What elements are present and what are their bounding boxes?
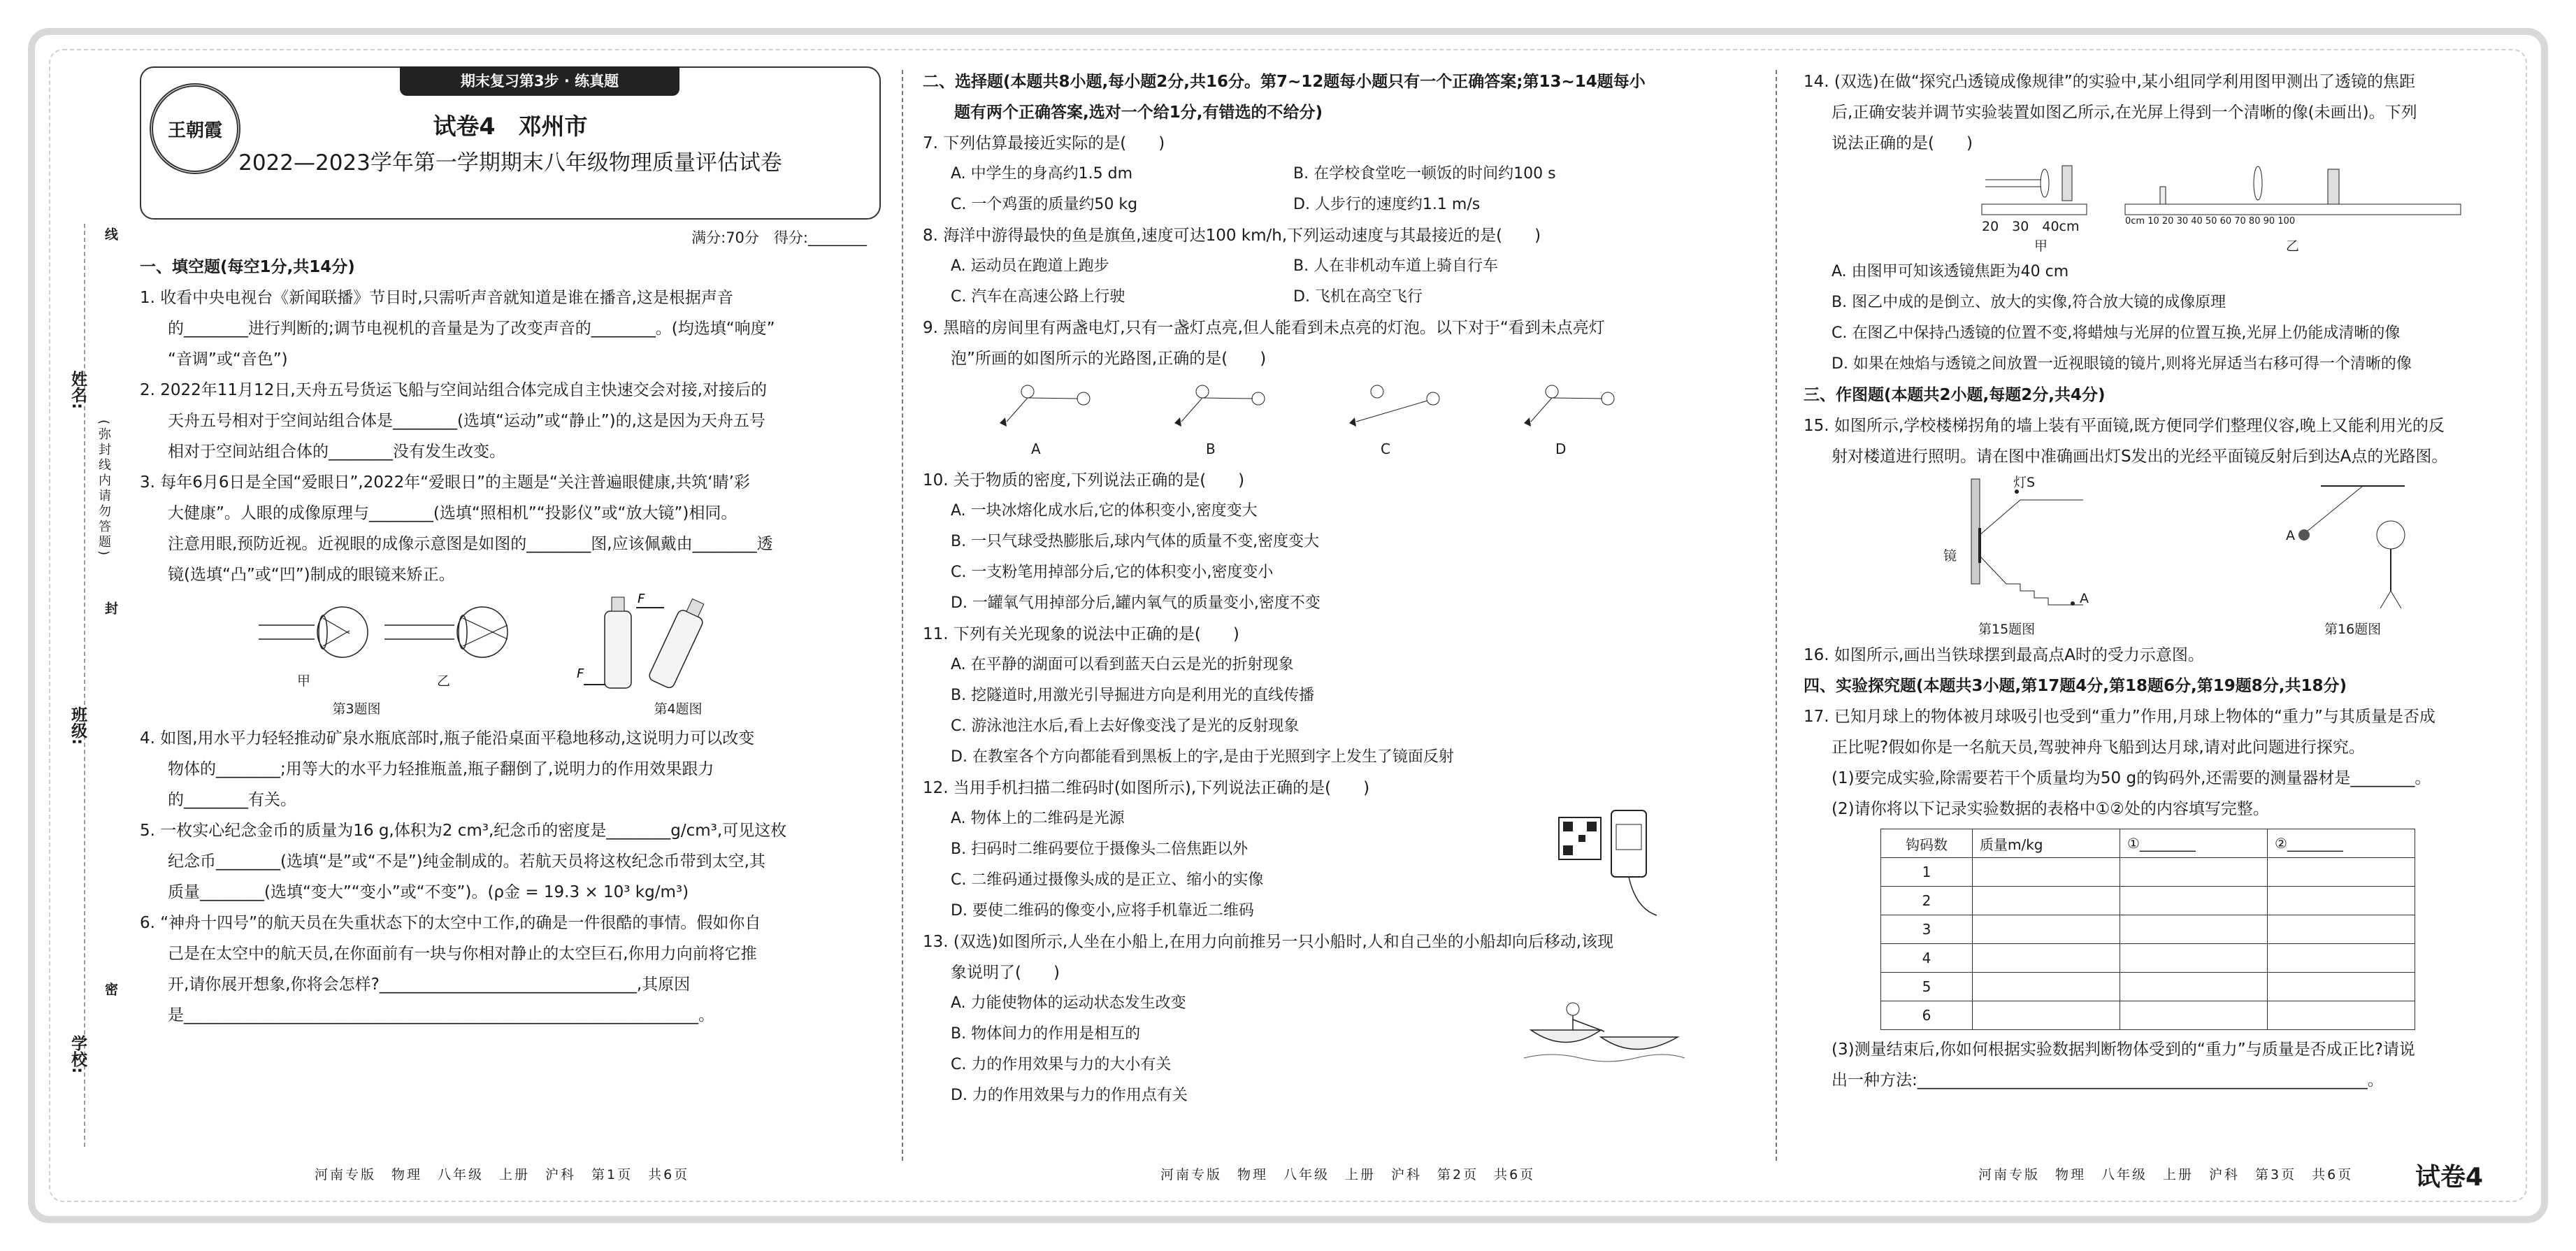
column-divider <box>902 70 903 1161</box>
footer-page-2: 河南专版 物理 八年级 上册 沪科 第2页 共6页 <box>1160 1167 1536 1182</box>
lamp-label: 灯S <box>2013 475 2036 490</box>
question-16: 16. 如图所示,画出当铁球摆到最高点A时的受力示意图。 <box>1804 646 2204 664</box>
question-6-line: 6. “神舟十四号”的航天员在失重状态下的太空中工作,的确是一件很酷的事情。假如你自 <box>140 914 761 932</box>
data-table <box>1880 829 2415 1030</box>
pendulum-figure <box>2279 479 2419 612</box>
q14-option-b: B. 图乙中成的是倒立、放大的实像,符合放大镜的成像原理 <box>1832 294 2226 311</box>
column-3 <box>1804 66 2510 1096</box>
q11-option-a: A. 在平静的湖面可以看到蓝天白云是光的折射现象 <box>951 656 1294 673</box>
q11-option-b: B. 挖隧道时,用激光引导掘进方向是利用光的直线传播 <box>951 687 1315 704</box>
light-path-diagrams <box>923 374 1692 444</box>
question-8: 8. 海洋中游得最快的鱼是旗鱼,速度可达100 km/h,下列运动速度与其最接近的是( ) <box>923 227 1541 245</box>
q7-options <box>923 190 1748 220</box>
figures-3-4 <box>140 590 881 723</box>
question-14-line: 说法正确的是( ) <box>1832 134 1973 152</box>
eye-diagram <box>140 590 573 695</box>
point-a-label: A <box>2080 591 2089 606</box>
exam-number: 试卷4 <box>2415 1163 2484 1192</box>
table-cell: 2 <box>1881 887 1973 915</box>
question-17-line: (3)测量结束后,你如何根据实验数据判断物体受到的“重力”与质量是否成正比?请说 <box>1832 1041 2415 1059</box>
table-header-cell: 质量m/kg <box>1973 829 2120 858</box>
question-17-line: 17. 已知月球上的物体被月球吸引也受到“重力”作用,月球上物体的“重力”与其质量是否成 <box>1804 708 2435 726</box>
question-17-line: 正比呢?假如你是一名航天员,驾驶神舟飞船到达月球,请对此问题进行探究。 <box>1832 738 2365 757</box>
q7-option-d: D. 人步行的速度约1.1 m/s <box>1293 196 1481 213</box>
footer-page-3: 河南专版 物理 八年级 上册 沪科 第3页 共6页 <box>1978 1167 2354 1182</box>
question-15-line: 射对楼道进行照明。请在图中准确画出灯S发出的光经平面镜反射后到达A点的光路图。 <box>1832 448 2448 466</box>
question-15-line: 15. 如图所示,学校楼梯拐角的墙上装有平面镜,既方便同学们整理仪容,晚上又能利用光的反 <box>1804 417 2445 435</box>
logo-text: 王朝霞 <box>167 120 222 141</box>
q8-option-b: B. 人在非机动车道上骑自行车 <box>1293 257 1499 275</box>
q14-option-c: C. 在图乙中保持凸透镜的位置不变,将蜡烛与光屏的位置互换,光屏上仍能成清晰的像 <box>1832 324 2401 342</box>
q7-options <box>923 159 1748 190</box>
q12-block <box>923 803 1748 927</box>
exam-header <box>140 66 881 220</box>
q9-fig-label-d: D <box>1555 441 1567 457</box>
question-6-line: 开,请你展开想象,你将会怎样?________________________________,其原因 <box>168 975 691 994</box>
q9-fig-label-a: A <box>1031 441 1041 457</box>
ruler-2-label: 0cm 10 20 30 40 50 60 70 80 90 100 <box>2125 216 2296 227</box>
class-label: 班级: <box>69 706 87 745</box>
column-divider <box>1776 70 1777 1161</box>
table-cell: 3 <box>1881 915 1973 944</box>
table-header-cell: ①________ <box>2120 829 2268 858</box>
question-9-line: 泡”所画的如图所示的光路图,正确的是( ) <box>951 350 1267 368</box>
question-4-line: 的________有关。 <box>168 791 296 809</box>
question-14-line: 14. (双选)在做“探究凸透镜成像规律”的实验中,某小组同学利用图甲测出了透镜的焦距 <box>1804 73 2415 91</box>
question-3-line: 镜(选填“凸”或“凹”)制成的眼镜来矫正。 <box>168 566 455 584</box>
q13-option-c: C. 力的作用效果与力的大小有关 <box>951 1056 1172 1073</box>
seal-mark-1: 线 <box>103 227 118 241</box>
bottle-diagram <box>573 590 783 695</box>
table-cell: 1 <box>1881 858 1973 887</box>
question-10: 10. 关于物质的密度,下列说法正确的是( ) <box>923 471 1245 489</box>
question-4-line: 物体的________;用等大的水平力轻推瓶盖,瓶子翻倒了,说明力的作用效果跟力 <box>168 760 714 778</box>
table-cell: 4 <box>1881 944 1973 973</box>
q13-option-d: D. 力的作用效果与力的作用点有关 <box>951 1087 1188 1104</box>
q7-option-c: C. 一个鸡蛋的质量约50 kg <box>951 196 1138 213</box>
binding-line <box>84 224 85 1147</box>
fig3-label-yi: 乙 <box>437 673 451 689</box>
q7-option-b: B. 在学校食堂吃一顿饭的时间约100 s <box>1293 165 1556 183</box>
figure-9 <box>923 374 1748 465</box>
figure-3 <box>140 590 573 723</box>
q13-option-a: A. 力能使物体的运动状态发生改变 <box>951 994 1186 1012</box>
table-cell: 5 <box>1881 973 1973 1001</box>
fig14-label-yi: 乙 <box>2286 238 2300 254</box>
table-row <box>1881 915 2415 944</box>
q13-block <box>923 988 1748 1111</box>
q7-option-a: A. 中学生的身高约1.5 dm <box>951 165 1133 183</box>
section-drawing: 三、作图题(本题共2小题,每题2分,共4分) <box>1804 386 2106 404</box>
table-row <box>1881 887 2415 915</box>
school-label: 学校: <box>69 1035 87 1074</box>
q10-option-a: A. 一块冰熔化成水后,它的体积变小,密度变大 <box>951 502 1258 520</box>
qr-phone-figure <box>1552 803 1678 922</box>
table-header-cell: ②________ <box>2268 829 2415 858</box>
seal-note: (弥封线内请勿答题) <box>96 420 111 559</box>
question-2-line: 相对于空间站组合体的________没有发生改变。 <box>168 443 505 461</box>
question-17-line: (2)请你将以下记录实验数据的表格中①②处的内容填写完整。 <box>1832 800 2269 818</box>
table-row <box>1881 973 2415 1001</box>
q9-fig-label-b: B <box>1206 441 1216 457</box>
question-12: 12. 当用手机扫描二维码时(如图所示),下列说法正确的是( ) <box>923 779 1370 797</box>
table-row <box>1881 1001 2415 1030</box>
table-header-row <box>1881 829 2415 858</box>
q13-option-b: B. 物体间力的作用是相互的 <box>951 1025 1141 1043</box>
question-1-line: “音调”或“音色”) <box>168 350 288 369</box>
question-7: 7. 下列估算最接近实际的是( ) <box>923 134 1165 152</box>
exam-title: 试卷4 邓州市 <box>433 113 588 140</box>
exam-subtitle: 2022—2023学年第一学期期末八年级物理质量评估试卷 <box>238 150 782 176</box>
q12-option-b: B. 扫码时二维码要位于摄像头二倍焦距以外 <box>951 841 1249 858</box>
point-a2-label: A <box>2286 528 2295 543</box>
review-band: 期末复习第3步 · 练真题 <box>400 66 679 96</box>
question-3-line: 3. 每年6月6日是全国“爱眼日”,2022年“爱眼日”的主题是“关注普遍眼健康,共筑‘睛’彩 <box>140 473 750 492</box>
question-5-line: 纪念币________(选填“是”或“不是”)纯金制成的。若航天员将这枚纪念币带到太空,其 <box>168 852 765 871</box>
q8-options <box>923 251 1748 282</box>
question-3-line: 注意用眼,预防近视。近视眼的成像示意图是如图的________图,应该佩戴由________透 <box>168 535 773 553</box>
svg-text:F: F <box>638 592 645 606</box>
table-cell: 6 <box>1881 1001 1973 1030</box>
section-choice: 二、选择题(本题共8小题,每小题2分,共16分。第7~12题每小题只有一个正确答案;第13~14题每小 <box>923 73 1646 91</box>
question-17-line: 出一种方法:________________________________________________________。 <box>1832 1071 2384 1089</box>
q10-option-b: B. 一只气球受热膨胀后,球内气体的质量不变,密度变大 <box>951 533 1320 550</box>
q12-option-d: D. 要使二维码的像变小,应将手机靠近二维码 <box>951 902 1254 920</box>
question-6-line: 己是在太空中的航天员,在你面前有一块与你相对静止的太空巨石,你用力向前将它推 <box>168 945 757 963</box>
fig15-caption: 第15题图 <box>1978 622 2036 637</box>
fig14-label-jia: 甲 <box>2034 238 2048 254</box>
fig3-label-jia: 甲 <box>297 673 311 689</box>
q8-options <box>923 282 1748 313</box>
q8-option-c: C. 汽车在高速公路上行驶 <box>951 288 1125 306</box>
seal-mark-3: 密 <box>103 982 118 996</box>
fig16-caption: 第16题图 <box>2324 622 2382 637</box>
seal-mark-2: 封 <box>103 601 118 615</box>
table-row <box>1881 858 2415 887</box>
question-2-line: 天舟五号相对于空间站组合体是________(选填“运动”或“静止”)的,这是因为天舟五号 <box>168 412 765 430</box>
section-fill-blank: 一、填空题(每空1分,共14分) <box>140 258 355 276</box>
question-1-line: 的________进行判断的;调节电视机的音量是为了改变声音的________。(均选填“响度” <box>168 320 775 338</box>
svg-text:F: F <box>577 666 584 681</box>
question-13-line: 象说明了( ) <box>951 964 1060 982</box>
mirror-label: 镜 <box>1943 548 1957 564</box>
figure-4 <box>573 590 783 723</box>
boat-figure <box>1524 988 1685 1072</box>
q11-option-c: C. 游泳池注水后,看上去好像变浅了是光的反射现象 <box>951 717 1300 735</box>
question-5-line: 质量________(选填“变大”“变小”或“不变”)。(ρ金 = 19.3 × 10³ kg/m³) <box>168 883 689 901</box>
q12-option-c: C. 二维码通过摄像头成的是正立、缩小的实像 <box>951 871 1264 889</box>
table-header-cell: 钩码数 <box>1881 829 1973 858</box>
question-1-line: 1. 收看中央电视台《新闻联播》节目时,只需听声音就知道是谁在播音,这是根据声音 <box>140 289 733 307</box>
figures-15-16 <box>1804 472 2510 640</box>
question-17-line: (1)要完成实验,除需要若干个质量均为50 g的钩码外,还需要的测量器材是________。 <box>1832 769 2431 787</box>
q14-option-d: D. 如果在烛焰与透镜之间放置一近视眼镜的镜片,则将光屏适当右移可得一个清晰的像 <box>1832 355 2412 373</box>
stair-mirror-figure <box>1929 472 2139 612</box>
section-choice: 题有两个正确答案,选对一个给1分,有错选的不给分) <box>954 103 1323 122</box>
fig4-caption: 第4题图 <box>654 701 703 717</box>
question-4-line: 4. 如图,用水平力轻轻推动矿泉水瓶底部时,瓶子能沿桌面平稳地移动,这说明力可以改变 <box>140 729 755 748</box>
column-1 <box>140 66 881 1031</box>
ruler-1-label: 20 30 40cm <box>1982 219 2080 234</box>
name-label: 姓名: <box>69 371 87 410</box>
section-experiment: 四、实验探究题(本题共3小题,第17题4分,第18题6分,第19题8分,共18分) <box>1804 677 2347 695</box>
question-3-line: 大健康”。人眼的成像原理与________(选填“照相机”“投影仪”或“放大镜”)相同。 <box>168 504 737 522</box>
figure-14 <box>1804 159 2510 257</box>
q8-option-d: D. 飞机在高空飞行 <box>1293 288 1423 306</box>
q10-option-c: C. 一支粉笔用掉部分后,它的体积变小,密度变小 <box>951 564 1274 581</box>
column-2 <box>923 66 1748 1111</box>
q8-option-a: A. 运动员在跑道上跑步 <box>951 257 1109 275</box>
footer-page-1: 河南专版 物理 八年级 上册 沪科 第1页 共6页 <box>315 1167 690 1182</box>
q14-option-a: A. 由图甲可知该透镜焦距为40 cm <box>1832 263 2069 280</box>
fig3-caption: 第3题图 <box>332 701 381 717</box>
question-6-line: 是________________________________________________________________。 <box>168 1006 714 1024</box>
q10-option-d: D. 一罐氧气用掉部分后,罐内氧气的质量变小,密度不变 <box>951 594 1321 612</box>
q12-option-a: A. 物体上的二维码是光源 <box>951 810 1125 827</box>
score-line: 满分:70分 得分:________ <box>691 229 867 246</box>
table-row <box>1881 944 2415 973</box>
q9-fig-label-c: C <box>1381 441 1390 457</box>
question-2-line: 2. 2022年11月12日,天舟五号货运飞船与空间站组合体完成自主快速交会对接,对接后的 <box>140 381 767 399</box>
question-13-line: 13. (双选)如图所示,人坐在小船上,在用力向前推另一只小船时,人和自己坐的小船却向后移动,该现 <box>923 933 1614 951</box>
question-11: 11. 下列有关光现象的说法中正确的是( ) <box>923 625 1239 643</box>
question-14-line: 后,正确安装并调节实验装置如图乙所示,在光屏上得到一个清晰的像(未画出)。下列 <box>1832 103 2417 122</box>
q11-option-d: D. 在教室各个方向都能看到黑板上的字,是由于光照到字上发生了镜面反射 <box>951 748 1454 766</box>
question-5-line: 5. 一枚实心纪念金币的质量为16 g,体积为2 cm³,纪念币的密度是________g/cm³,可见这枚 <box>140 822 787 840</box>
question-9-line: 9. 黑暗的房间里有两盏电灯,只有一盏灯点亮,但人能看到未点亮的灯泡。以下对于“看到未点亮灯 <box>923 319 1605 337</box>
